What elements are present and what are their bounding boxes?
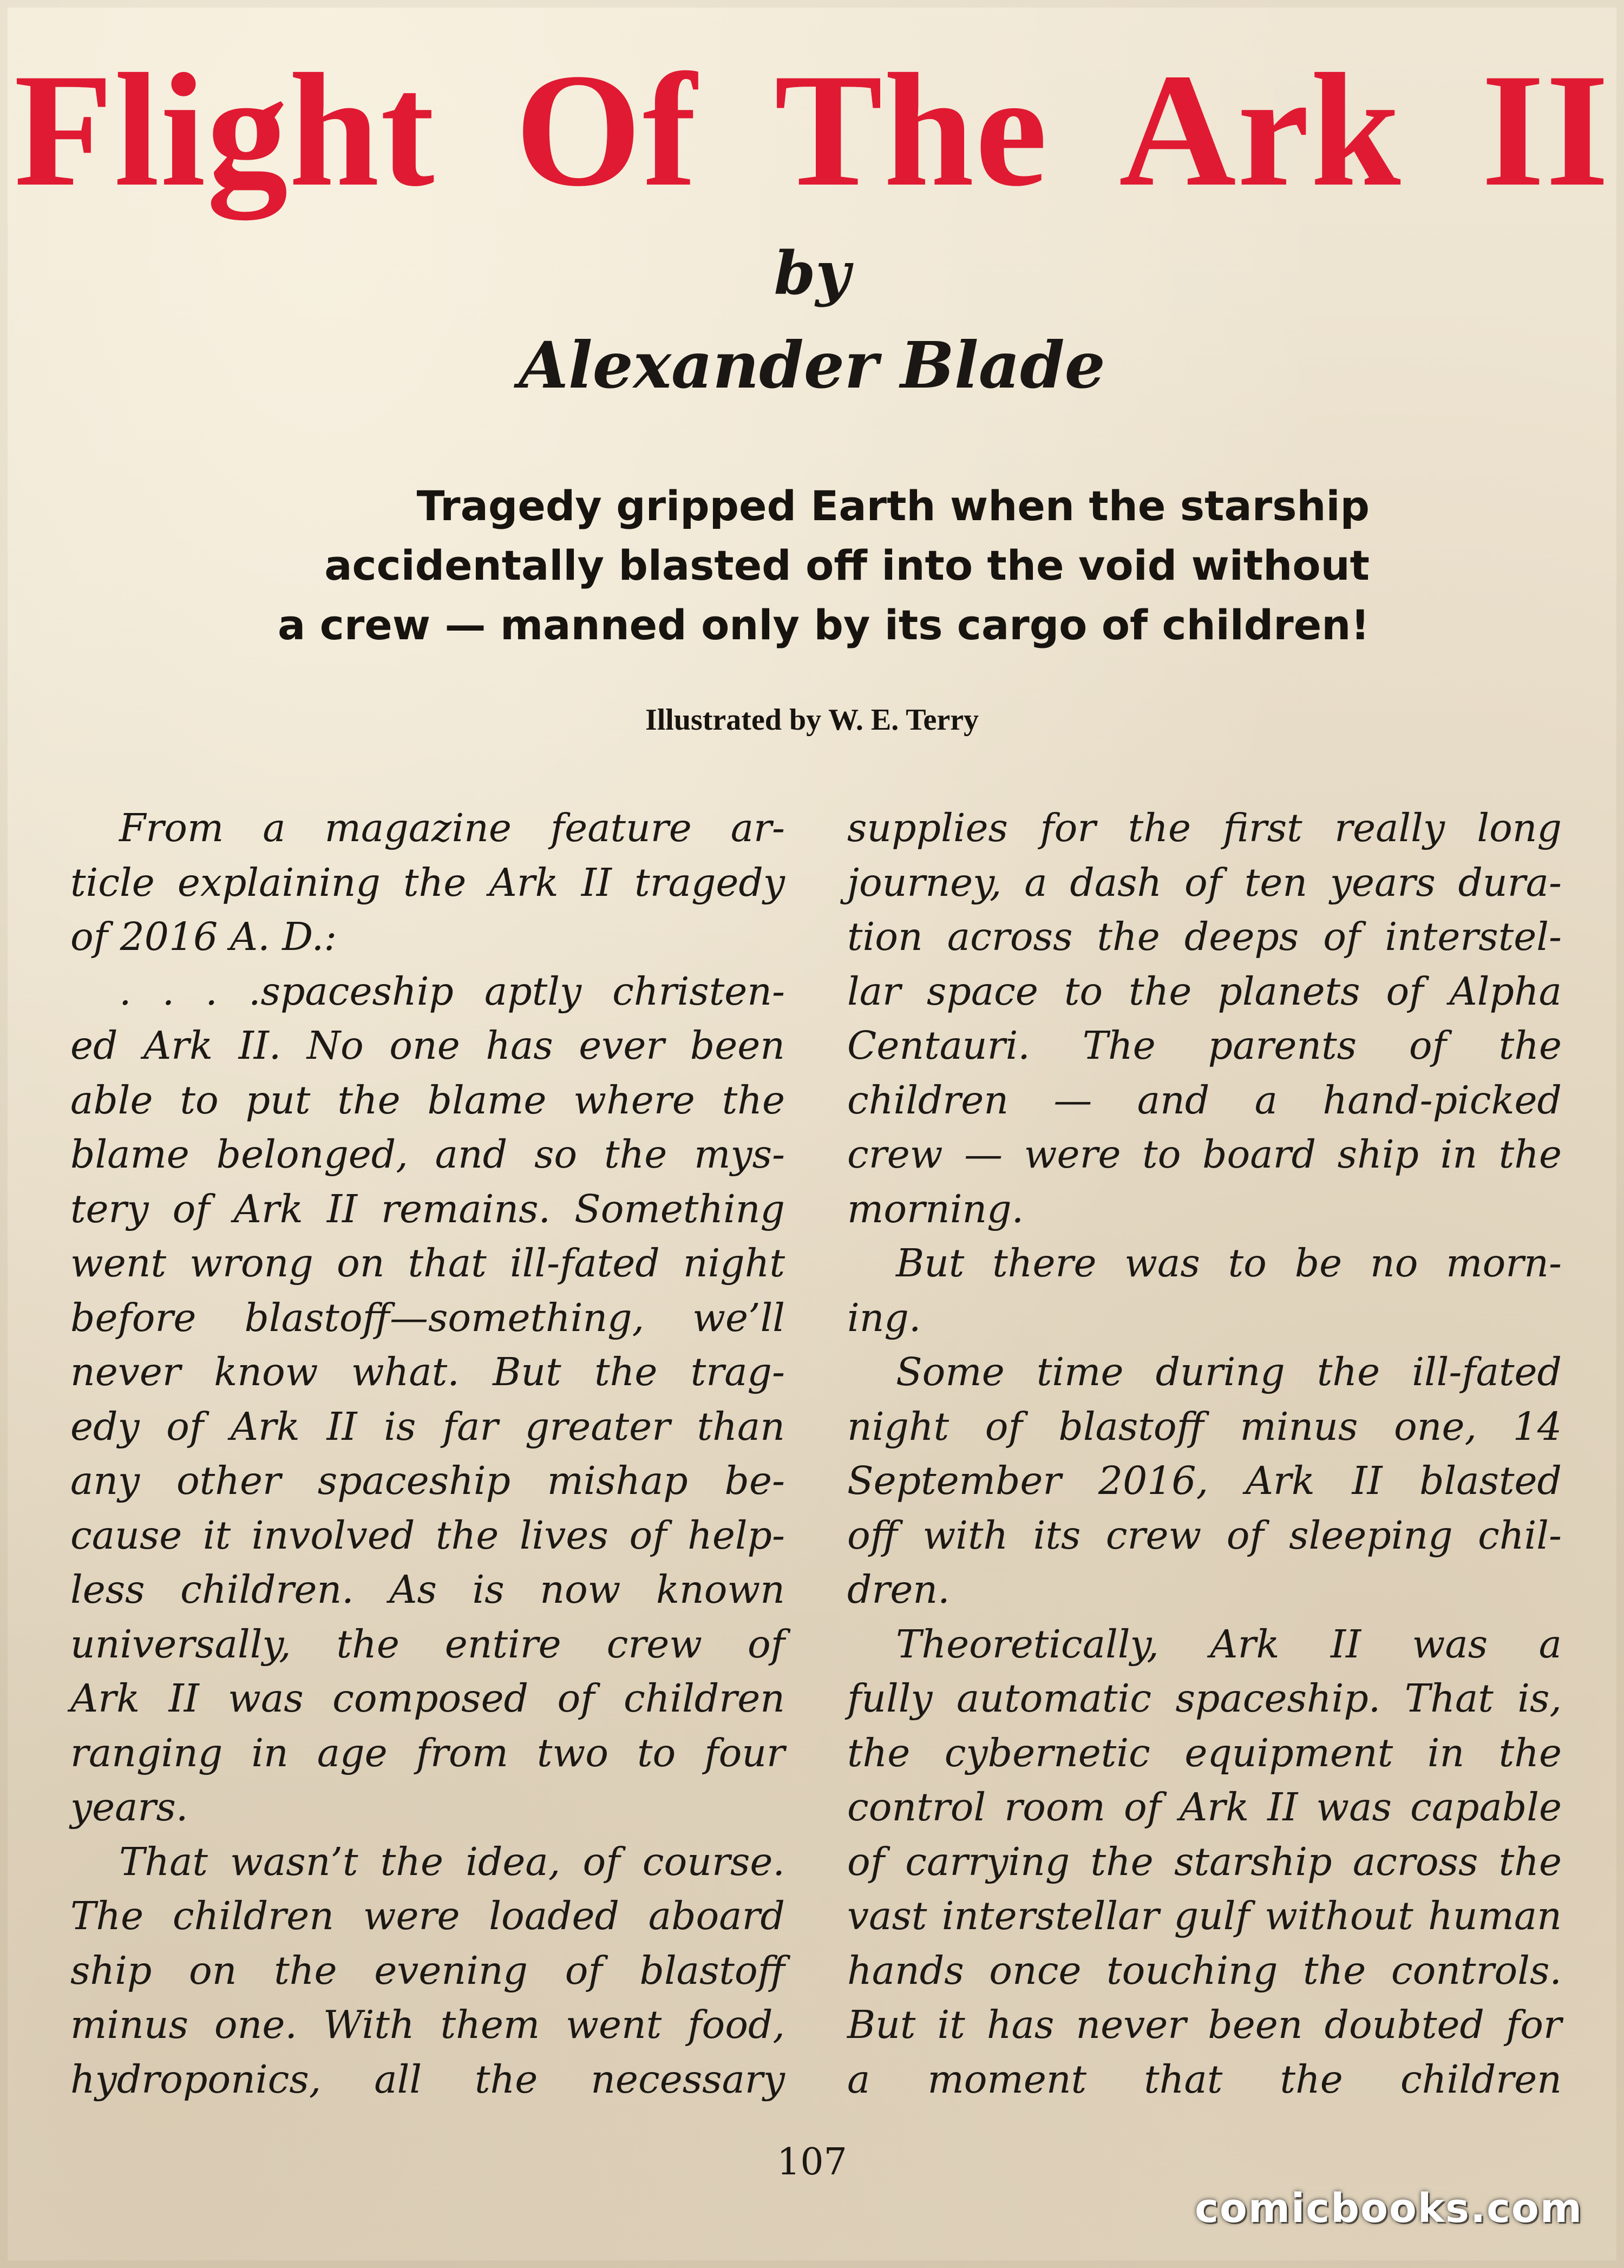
text-line: control room of Ark II was capable (847, 1785, 1562, 1830)
text-line: ing. (847, 1295, 921, 1340)
text-line: edy of Ark II is far greater than (70, 1404, 785, 1449)
text-line: less children. As is now known (70, 1567, 785, 1612)
left-text-column (70, 801, 785, 2107)
text-line: the cybernetic equipment in the (847, 1730, 1562, 1775)
text-line: minus one. With them went food, (70, 2002, 785, 2047)
text-line: . . . .spaceship aptly christen- (119, 968, 785, 1014)
blurb-line: accidentally blasted off into the void without (324, 541, 1370, 589)
text-line: crew — were to board ship in the (847, 1132, 1562, 1177)
text-line: any other spaceship mishap be- (70, 1458, 785, 1503)
text-line: of carrying the starship across the (847, 1839, 1562, 1884)
text-line: blame belonged, and so the mys- (70, 1132, 785, 1177)
blurb-line: Tragedy gripped Earth when the starship (416, 482, 1370, 530)
text-line: ranging in age from two to four (70, 1730, 785, 1775)
text-line: dren. (847, 1567, 950, 1612)
text-line: tery of Ark II remains. Something (70, 1186, 785, 1231)
text-line: September 2016, Ark II blasted (847, 1458, 1562, 1503)
text-line: universally, the entire crew of (70, 1621, 785, 1667)
text-line: cause it involved the lives of help- (70, 1512, 785, 1558)
right-text-column (847, 801, 1562, 2107)
text-line: went wrong on that ill-fated night (70, 1241, 785, 1286)
text-line: able to put the blame where the (70, 1077, 785, 1123)
site-watermark: comicbooks.com (1195, 2185, 1583, 2232)
text-line: journey, a dash of ten years dura- (847, 860, 1562, 905)
blurb-line: a crew — manned only by its cargo of children! (278, 601, 1370, 649)
text-line: That wasn’t the idea, of course. (119, 1839, 785, 1884)
text-line: The children were loaded aboard (70, 1893, 785, 1938)
text-line: Theoretically, Ark II was a (896, 1621, 1562, 1667)
text-line: morning. (847, 1186, 1024, 1231)
byline: by (774, 238, 850, 308)
text-line: But there was to be no morn- (896, 1241, 1562, 1286)
text-line: before blastoff—something, we’ll (70, 1295, 785, 1340)
text-line: ticle explaining the Ark II tragedy (70, 860, 785, 905)
text-line: night of blastoff minus one, 14 (847, 1404, 1562, 1449)
text-line: vast interstellar gulf without human (847, 1893, 1562, 1938)
text-line: a moment that the children (847, 2056, 1562, 2102)
story-title: Flight Of The Ark II (14, 40, 1610, 220)
text-line: ship on the evening of blastoff (70, 1948, 785, 1993)
text-line: lar space to the planets of Alpha (847, 968, 1562, 1014)
text-line: Ark II was composed of children (70, 1676, 785, 1721)
text-line: fully automatic spaceship. That is, (847, 1676, 1562, 1721)
text-line: never know what. But the trag- (70, 1349, 785, 1394)
text-line: But it has never been doubted for (847, 2002, 1562, 2047)
text-line: From a magazine feature ar- (119, 805, 785, 850)
story-blurb (254, 476, 1370, 655)
text-line: Some time during the ill-fated (896, 1349, 1562, 1394)
text-line: years. (70, 1785, 188, 1830)
text-line: off with its crew of sleeping chil- (847, 1512, 1562, 1558)
author-name: Alexander Blade (519, 327, 1105, 403)
text-line: children — and a hand-picked (847, 1077, 1562, 1123)
text-line: Centauri. The parents of the (847, 1023, 1562, 1068)
text-line: tion across the deeps of interstel- (847, 914, 1562, 959)
illustrator-credit: Illustrated by W. E. Terry (645, 703, 979, 737)
text-line: ed Ark II. No one has ever been (70, 1023, 785, 1068)
page-number: 107 (777, 2141, 847, 2184)
text-line: supplies for the first really long (847, 805, 1562, 850)
text-line: hands once touching the controls. (847, 1948, 1562, 1993)
text-line: hydroponics, all the necessary (70, 2056, 785, 2102)
text-line: of 2016 A. D.: (70, 914, 337, 959)
